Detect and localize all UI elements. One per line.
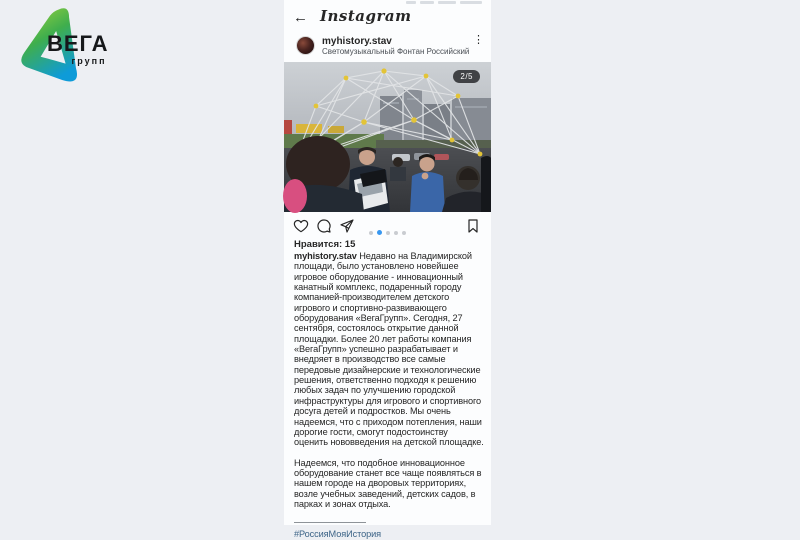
instagram-screenshot: [284, 0, 491, 540]
caption-divider-line: [294, 522, 366, 523]
post-photo[interactable]: [284, 62, 491, 212]
caption-username[interactable]: myhistory.stav: [294, 251, 357, 261]
carousel-dot: [377, 230, 382, 235]
post-action-bar: [284, 213, 491, 239]
caption-paragraph-2: Надеемся, что подобное инновационное оборудование станет все чаще появляться в нашем городе на дворовых территориях, возле учебных заведений, детских садов, в парках и зонах отдыха.: [294, 457, 482, 509]
vega-logo-subtitle: групп: [71, 56, 107, 66]
carousel-dot: [394, 231, 398, 235]
carousel-dot: [402, 231, 406, 235]
post-options-icon[interactable]: ⋮: [473, 34, 484, 46]
hashtag-link[interactable]: #РоссияМояИстория: [294, 529, 382, 540]
carousel-dot: [369, 231, 373, 235]
post-caption: [294, 251, 484, 540]
carousel-dot: [386, 231, 390, 235]
likes-count[interactable]: Нравится: 15: [294, 239, 356, 250]
bookmark-save-icon[interactable]: [465, 218, 481, 234]
caption-text-1: Недавно на Владимирской площади, было установлено новейшее игровое оборудование - инновационный канатный комплекс, подаренный городу компанией-производителем детского игрового и спортивно-развивающего оборудования «ВегаГрупп». Сегодня, 27 сентября, состоялось открытие данной площадки. Более 20 лет работы компания «ВегаГрупп» успешно разрабатывает и внедряет в производство все самые передовые дизайнерские и технологические решения, ответственно подходя к решению любых задач по улучшению городской инфраструктуры для игрового и спортивного досуга детей и подростков. Мы очень надеемся, что с приходом потепления, наши дорогие гости, смогут подостоинству оценить нововведения на детской площадке.: [294, 251, 484, 448]
post-location[interactable]: Светомузыкальный Фонтан Российский: [322, 47, 470, 56]
playground-scene: [284, 62, 491, 212]
back-arrow-icon[interactable]: ←: [293, 9, 308, 26]
vega-group-logo: [14, 6, 134, 92]
caption-paragraph-1: [294, 251, 484, 448]
post-profile-row: [284, 33, 491, 60]
instagram-logo-text: Instagram: [320, 7, 412, 25]
profile-avatar[interactable]: [296, 36, 315, 55]
instagram-header: [284, 6, 491, 32]
carousel-counter-badge: 2/5: [453, 70, 480, 83]
profile-username[interactable]: myhistory.stav: [322, 36, 392, 47]
vega-logo-title: ВЕГА: [47, 31, 109, 56]
